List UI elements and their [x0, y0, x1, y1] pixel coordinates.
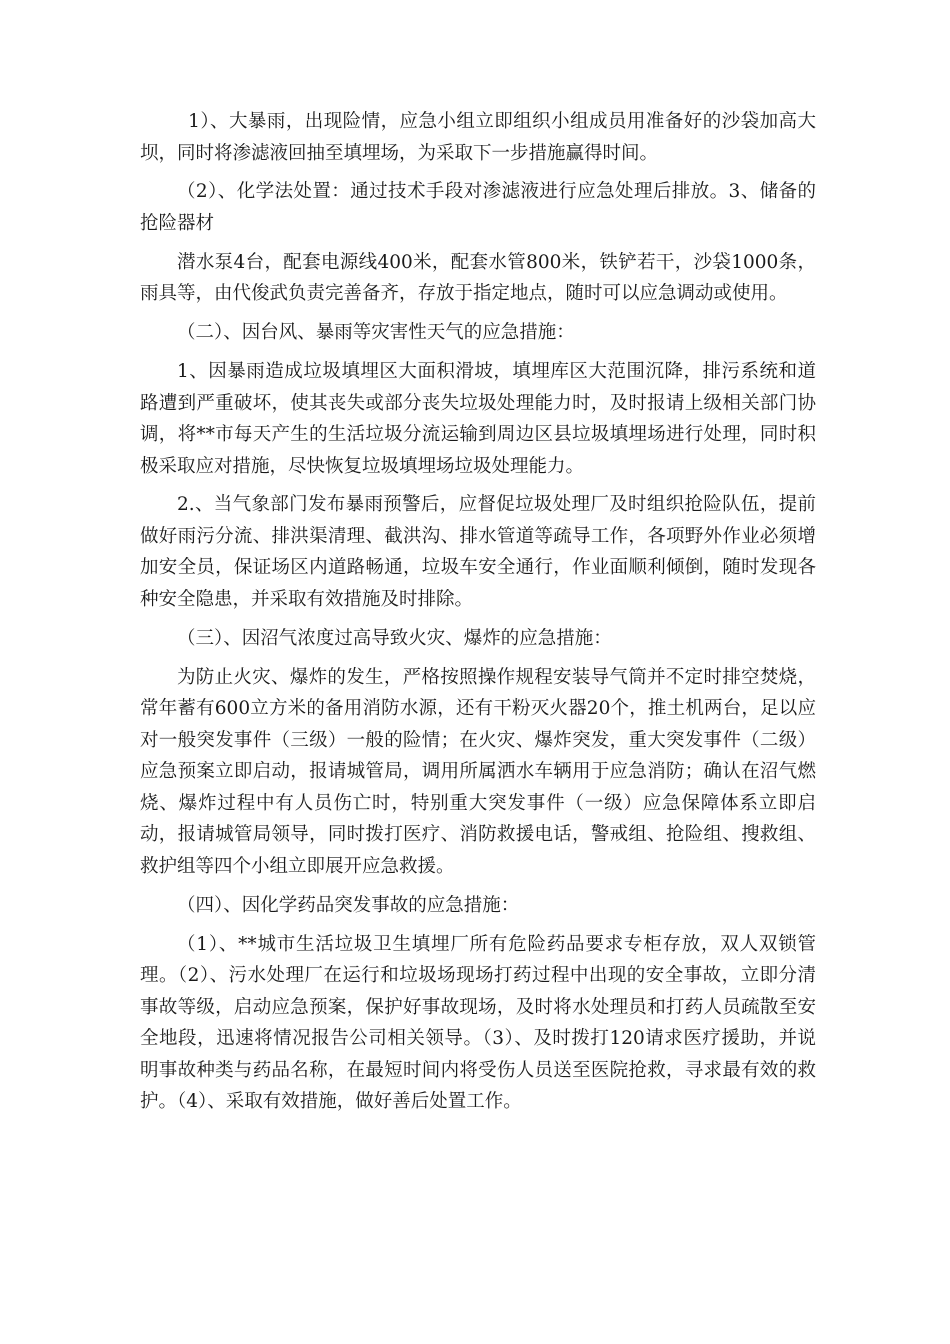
paragraph-equipment-list: 潜水泵4台，配套电源线400米，配套水管800米，铁铲若干，沙袋1000条，雨具等，由代俊武负责完善备齐，存放于指定地点，随时可以应急调动或使用。: [140, 251, 816, 305]
document-body: [140, 106, 816, 1125]
paragraph-heavy-rain-dam: 1）、大暴雨，出现险情，应急小组立即组织小组成员用准备好的沙袋加高大坝，同时将渗滤液回抽至填埋场，为采取下一步措施赢得时间。: [140, 111, 816, 164]
section-heading-typhoon: （二）、因台风、暴雨等灾害性天气的应急措施：: [177, 322, 575, 344]
paragraph-rain-warning: 2.、当气象部门发布暴雨预警后，应督促垃圾处理厂及时组织抢险队伍，提前做好雨污分流、排洪渠清理、截洪沟、排水管道等疏导工作，各项野外作业必须增加安全员，保证场区内道路畅通，垃圾车安全通行，作业面顺利倾倒，随时发现各种安全隐患，并采取有效措施及时排除。: [140, 494, 816, 610]
paragraph-fire-prevention: 为防止火灾、爆炸的发生，严格按照操作规程安装导气筒并不定时排空焚烧，常年蓄有600立方米的备用消防水源，还有干粉灭火器20个，推土机两台，足以应对一般突发事件（三级）一般的险情；在火灾、爆炸突发，重大突发事件（二级）应急预案立即启动，报请城管局，调用所属洒水车辆用于应急消防；确认在沼气燃烧、爆炸过程中有人员伤亡时，特别重大突发事件（一级）应急保障体系立即启动，报请城管局领导，同时拨打医疗、消防救援电话，警戒组、抢险组、搜救组、救护组等四个小组立即展开应急救援。: [140, 666, 816, 877]
section-heading-chemicals: （四）、因化学药品突发事故的应急措施：: [177, 894, 520, 916]
paragraph-landslide: 1、因暴雨造成垃圾填埋区大面积滑坡，填埋库区大范围沉降，排污系统和道路遭到严重破坏，使其丧失或部分丧失垃圾处理能力时，及时报请上级相关部门协调，将**市每天产生的生活垃圾分流运输到周边区县垃圾填埋场进行处理，同时积极采取应对措施，尽快恢复垃圾填埋场垃圾处理能力。: [140, 361, 816, 477]
section-heading-biogas: （三）、因沼气浓度过高导致火灾、爆炸的应急措施：: [177, 627, 612, 649]
paragraph-chemical-treatment: （2）、化学法处置：通过技术手段对渗滤液进行应急处理后排放。3、储备的抢险器材: [140, 181, 816, 234]
paragraph-chemical-accident: （1）、**城市生活垃圾卫生填埋厂所有危险药品要求专柜存放，双人双锁管理。（2）、污水处理厂在运行和垃圾场现场打药过程中出现的安全事故，立即分清事故等级，启动应急预案，保护好事故现场，及时将水处理员和打药人员疏散至安全地段，迅速将情况报告公司相关领导。（3）、及时拨打120请求医疗援助，并说明事故种类与药品名称，在最短时间内将受伤人员送至医院抢救，寻求最有效的救护。（4）、采取有效措施，做好善后处置工作。: [140, 933, 816, 1113]
